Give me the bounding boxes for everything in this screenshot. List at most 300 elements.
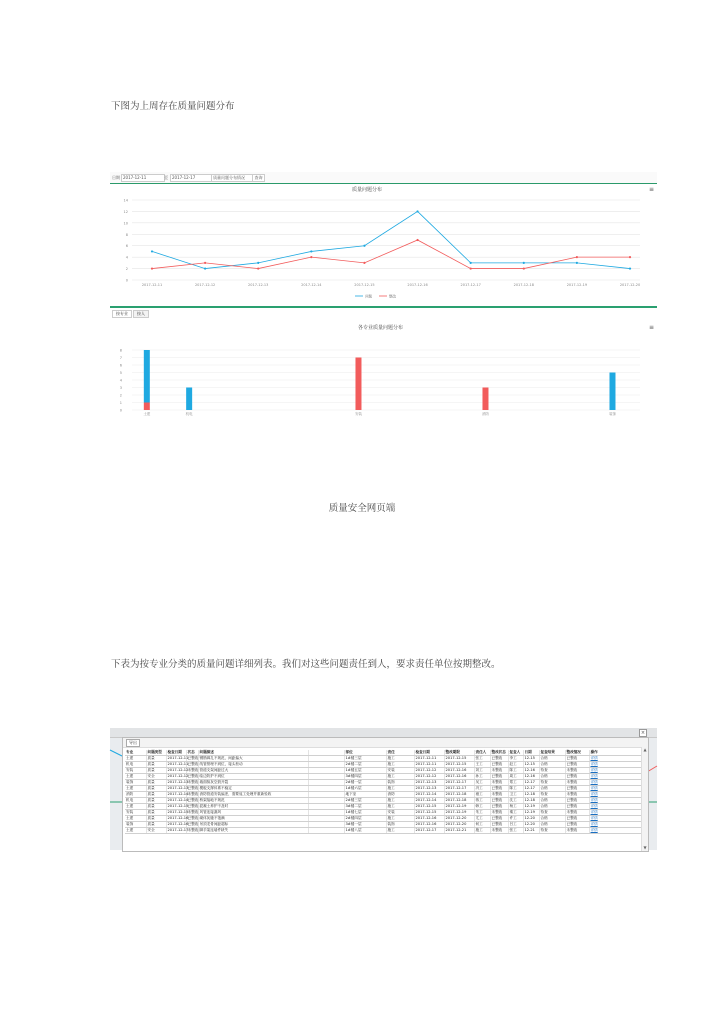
table-cell: 安全: [146, 828, 166, 834]
table-cell: 2017-12-20: [444, 816, 474, 822]
table-cell: 已整改: [490, 774, 508, 780]
column-header[interactable]: 专业: [125, 750, 146, 756]
table-cell: 2017-12-14: [414, 798, 444, 804]
bar: [144, 350, 150, 403]
table-cell: 2017-12-16: [414, 822, 444, 828]
x-tick-label: 2017-12-18: [513, 283, 534, 287]
table-cell: 2017-12-12: [167, 768, 189, 772]
table-cell: 风管连接漏风: [198, 810, 308, 816]
table-cell: 施工: [386, 774, 414, 780]
y-tick-label: 4: [125, 255, 128, 260]
data-point: [204, 262, 206, 264]
table-cell: 未整改: [490, 828, 508, 834]
bar: [186, 388, 192, 411]
table-cell: 安装: [125, 810, 146, 816]
table-cell: 墙面抹灰空鼓开裂: [198, 780, 308, 786]
table-cell: 已整改: [490, 804, 508, 810]
x-tick-label: 土建: [143, 412, 151, 416]
table-cell: 2#楼三层: [344, 798, 386, 804]
table-cell: [308, 828, 344, 834]
data-point: [257, 262, 259, 264]
table-cell: 装饰: [386, 822, 414, 828]
table-cell: 3#楼四层: [344, 774, 386, 780]
x-tick-label: 2017-12-19: [566, 283, 588, 287]
column-header[interactable]: 责任人: [474, 750, 490, 756]
table-cell: 机电: [125, 762, 146, 768]
table-cell: 杨工: [508, 804, 523, 810]
table-cell: 周工: [508, 774, 523, 780]
bar: [609, 373, 615, 411]
y-tick-label: 2: [119, 393, 122, 398]
table-cell: 装饰: [125, 822, 146, 828]
y-tick-label: 0: [125, 278, 128, 283]
table-cell: 吊顶龙骨间距超标: [198, 822, 308, 828]
line-chart: [110, 192, 657, 307]
data-point: [576, 262, 578, 264]
table-cell: 2017-12-15: [414, 804, 444, 810]
table-cell: 已整改: [187, 822, 199, 826]
table-cell: 质量: [146, 798, 166, 804]
table-cell: 12-20: [523, 822, 539, 828]
table-cell: 已整改: [565, 756, 589, 762]
table-cell: 消防: [386, 792, 414, 798]
table-cell: 脚手架连墙件缺失: [198, 828, 308, 834]
dashboard-screenshot: [110, 172, 657, 420]
table-cell: 已整改: [565, 798, 589, 804]
table-cell: 孙工: [474, 774, 490, 780]
table-cell: 2017-12-15: [167, 804, 189, 808]
table-cell: 2017-12-15: [444, 756, 474, 762]
table-cell: 合格: [539, 774, 565, 780]
table-cell: 1#楼六层: [344, 786, 386, 792]
table-cell: 12-15: [523, 756, 539, 762]
table-cell: 装饰: [386, 780, 414, 786]
table-cell: 朱工: [474, 810, 490, 816]
paragraph-intro-chart: 下图为上周存在质量问题分布: [111, 101, 235, 112]
section-divider: [110, 306, 657, 308]
table-cell: 2017-12-16: [444, 774, 474, 780]
table-cell: 混凝土养护不及时: [198, 804, 308, 810]
issue-list-dialog: [122, 737, 649, 852]
table-cell: 施工: [386, 816, 414, 822]
column-header[interactable]: 检查日期: [414, 750, 444, 756]
y-tick-label: 2: [125, 267, 128, 272]
table-cell: 未整改: [187, 828, 199, 832]
table-cell: 质量: [146, 762, 166, 768]
table-cell: 合格: [539, 804, 565, 810]
y-tick-label: 14: [123, 198, 128, 203]
scroll-down-icon[interactable]: ▼: [643, 845, 647, 850]
table-cell: 施工: [386, 828, 414, 834]
table-cell: 钢筋绑扎不规范，间距偏大: [198, 756, 308, 762]
table-cell: 施工: [386, 804, 414, 810]
table-cell: 已整改: [565, 816, 589, 822]
table-cell: 沈工: [508, 798, 523, 804]
table-cell: 2017-12-19: [444, 810, 474, 816]
tab-by-discipline[interactable]: 按专业: [112, 310, 132, 318]
table-cell: 冯工: [474, 786, 490, 792]
table-cell: 未整改: [490, 810, 508, 816]
table-cell: 已整改: [187, 798, 199, 802]
table-cell: 合格: [539, 798, 565, 804]
table-cell: 12-20: [523, 816, 539, 822]
bar: [144, 403, 150, 411]
table-cell: 2017-12-12: [414, 774, 444, 780]
data-point: [523, 262, 525, 264]
data-point: [151, 250, 153, 252]
table-cell: 模板支撑体系不稳定: [198, 786, 308, 792]
table-cell: 1#楼七层: [344, 810, 386, 816]
x-tick-label: 安装: [354, 412, 362, 416]
y-tick-label: 6: [119, 363, 122, 368]
table-cell: 王工: [474, 762, 490, 768]
table-cell: 2017-12-16: [414, 816, 444, 822]
menu-icon[interactable]: ≡: [649, 324, 655, 331]
y-tick-label: 3: [119, 386, 122, 390]
table-cell: 施工: [386, 756, 414, 762]
row-detail-link[interactable]: 详情: [589, 828, 641, 834]
close-icon[interactable]: ×: [640, 730, 646, 736]
y-tick-label: 8: [125, 232, 128, 237]
table-cell: 3#楼一层: [344, 822, 386, 828]
x-tick-label: 机电: [185, 412, 193, 416]
bar: [482, 388, 488, 411]
table-cell: 已整改: [565, 804, 589, 810]
table-cell: 2017-12-11: [167, 756, 189, 760]
table-cell: 已整改: [187, 756, 199, 760]
export-button[interactable]: 导出: [126, 739, 140, 747]
table-cell: 未整改: [490, 780, 508, 786]
background-chart-left: [110, 742, 122, 850]
data-point: [629, 256, 631, 258]
table-cell: 12-16: [523, 768, 539, 774]
table-cell: 2#楼一层: [344, 780, 386, 786]
table-cell: 2017-12-17: [444, 786, 474, 792]
y-tick-label: 0: [119, 408, 122, 413]
table-cell: 郑工: [508, 780, 523, 786]
data-point: [151, 267, 153, 269]
legend-label: 整改: [389, 294, 396, 299]
table-cell: 质量: [146, 804, 166, 810]
table-cell: 土建: [125, 828, 146, 834]
row-detail-link[interactable]: 详情: [589, 822, 641, 828]
table-cell: 12-15: [523, 762, 539, 768]
row-detail-link[interactable]: 详情: [589, 786, 641, 792]
table-cell: 施工: [386, 798, 414, 804]
column-header[interactable]: 状态: [186, 750, 198, 756]
table-cell: 已整改: [565, 774, 589, 780]
table-cell: 未整改: [187, 792, 199, 796]
table-cell: 未整改: [565, 810, 589, 816]
table-cell: 已整改: [490, 786, 508, 792]
date-from-label: 日期: [112, 175, 120, 180]
table-cell: 桥架接地不规范: [198, 798, 308, 804]
table-cell: 1#楼八层: [344, 828, 386, 834]
bar-chart: [110, 328, 657, 420]
table-cell: 未整改: [187, 768, 199, 772]
table-cell: 韩工: [474, 804, 490, 810]
row-detail-link[interactable]: 详情: [589, 816, 641, 822]
row-detail-link[interactable]: 详情: [589, 792, 641, 798]
vertical-scrollbar[interactable]: [641, 747, 648, 851]
table-cell: 2017-12-11: [414, 756, 444, 762]
table-cell: 2017-12-16: [167, 822, 189, 826]
chart-type-select[interactable]: 质量问题分布情况: [211, 174, 253, 182]
table-cell: 12-19: [523, 804, 539, 810]
x-tick-label: 2017-12-13: [248, 283, 269, 287]
data-point: [363, 262, 365, 264]
y-tick-label: 8: [119, 348, 122, 353]
table-cell: 12-18: [523, 792, 539, 798]
table-cell: 已整改: [187, 774, 199, 778]
table-cell: 已整改: [187, 786, 199, 790]
x-tick-label: 2017-12-20: [619, 283, 641, 287]
column-header[interactable]: 问题描述: [198, 750, 308, 756]
table-cell: 已整改: [187, 762, 199, 766]
table-cell: 陈工: [508, 786, 523, 792]
table-cell: 2017-12-13: [167, 780, 189, 784]
menu-icon[interactable]: ≡: [649, 186, 655, 193]
table-cell: 已整改: [490, 762, 508, 768]
table-cell: 未整改: [565, 828, 589, 834]
date-from-input[interactable]: 2017-12-11: [121, 174, 165, 182]
x-tick-label: 2017-12-12: [194, 283, 216, 287]
x-tick-label: 2017-12-15: [354, 283, 375, 287]
table-cell: 2017-12-14: [167, 792, 189, 796]
table-cell: 已整改: [187, 804, 199, 808]
column-header[interactable]: 检查日期: [166, 750, 186, 756]
table-cell: 未整改: [565, 792, 589, 798]
table-cell: 2017-12-16: [167, 816, 189, 820]
table-cell: 安全: [146, 774, 166, 780]
data-point: [416, 210, 418, 212]
row-detail-link[interactable]: 详情: [589, 768, 641, 774]
column-header[interactable]: 整改状态: [490, 750, 508, 756]
table-cell: 1#楼三层: [344, 756, 386, 762]
table-cell: 2017-12-21: [444, 828, 474, 834]
table-cell: 2017-12-20: [444, 822, 474, 828]
y-tick-label: 5: [119, 371, 122, 375]
table-cell: 未整改: [490, 768, 508, 774]
table-cell: 2017-12-11: [414, 762, 444, 768]
row-detail-link[interactable]: 详情: [589, 804, 641, 810]
data-point: [470, 267, 472, 269]
table-cell: 何工: [474, 822, 490, 828]
row-detail-link[interactable]: 详情: [589, 774, 641, 780]
date-to-label: 至: [164, 175, 168, 180]
table-cell: 12-19: [523, 810, 539, 816]
table-cell: 3#楼二层: [344, 804, 386, 810]
row-detail-link[interactable]: 详情: [589, 798, 641, 804]
chart-tabs: [112, 310, 150, 318]
table-cell: 已整改: [490, 798, 508, 804]
x-tick-label: 2017-12-14: [301, 283, 322, 287]
table-cell: 质量: [146, 786, 166, 792]
table-cell: 未整改: [565, 768, 589, 774]
table-cell: 已整改: [187, 816, 199, 820]
date-to-input[interactable]: 2017-12-17: [170, 174, 212, 182]
table-cell: 2#楼四层: [344, 816, 386, 822]
table-cell: 土建: [125, 756, 146, 762]
table-cell: 待查: [539, 780, 565, 786]
table-cell: 消防管道安装偏差，需要返工处理并重新验收: [198, 792, 308, 798]
data-point: [204, 267, 206, 269]
table-cell: 2017-12-18: [444, 792, 474, 798]
table-cell: 待查: [539, 792, 565, 798]
y-tick-label: 4: [119, 378, 122, 383]
table-cell: 消防: [125, 792, 146, 798]
x-tick-label: 装饰: [608, 412, 616, 416]
table-cell: 2#楼二层: [344, 762, 386, 768]
column-header[interactable]: 整改情况: [565, 750, 589, 756]
table-cell: 管道支架间距过大: [198, 768, 308, 774]
table-cell: 质量: [146, 780, 166, 786]
table-cell: 合格: [539, 756, 565, 762]
table-cell: 安装: [386, 810, 414, 816]
table-cell: 吕工: [508, 822, 523, 828]
table-cell: 2017-12-13: [167, 786, 189, 790]
row-detail-link[interactable]: 详情: [589, 780, 641, 786]
table-cell: 已整改: [490, 822, 508, 828]
scroll-up-icon[interactable]: ▲: [643, 747, 647, 752]
table-cell: 卫工: [508, 792, 523, 798]
table-cell: 装饰: [125, 780, 146, 786]
row-detail-link[interactable]: 详情: [589, 756, 641, 762]
data-point: [310, 256, 312, 258]
y-tick-label: 1: [119, 401, 122, 405]
series-line-2: [152, 240, 630, 269]
y-tick-label: 6: [125, 244, 128, 249]
table-cell: 土建: [125, 804, 146, 810]
x-tick-label: 2017-12-17: [460, 283, 481, 287]
table-cell: 12-17: [523, 786, 539, 792]
table-cell: 2017-12-13: [414, 780, 444, 786]
table-cell: 质量: [146, 756, 166, 762]
table-cell: 蒋工: [474, 798, 490, 804]
table-cell: 未整改: [187, 780, 199, 784]
table-cell: 合格: [539, 786, 565, 792]
column-header[interactable]: 操作: [589, 750, 641, 756]
table-cell: 褚工: [474, 792, 490, 798]
table-cell: 赵工: [508, 762, 523, 768]
bar-chart-title: 各专业质量问题分布: [358, 325, 404, 331]
table-cell: 张工: [508, 828, 523, 834]
table-cell: 已整改: [565, 786, 589, 792]
table-cell: 临边防护不到位: [198, 774, 308, 780]
table-cell: 2017-12-18: [444, 798, 474, 804]
paragraph-intro-table: 下表为按专业分类的质量问题详细列表。我们对这些问题责任到人，要求责任单位按期整改。: [111, 659, 501, 670]
table-cell: 2017-12-15: [414, 810, 444, 816]
table-cell: 未整改: [490, 792, 508, 798]
table-cell: 待查: [539, 768, 565, 774]
data-point: [257, 267, 259, 269]
table-cell: 合格: [539, 762, 565, 768]
table-cell: 2017-12-17: [167, 828, 189, 832]
table-cell: 未整改: [565, 780, 589, 786]
row-detail-link[interactable]: 详情: [589, 762, 641, 768]
figure-caption: 质量安全网页端: [328, 503, 396, 514]
filter-toolbar: [110, 172, 657, 184]
table-cell: 2017-12-11: [167, 762, 189, 766]
column-header[interactable]: 责任: [386, 750, 414, 756]
line-chart-title: 质量问题分布: [352, 187, 383, 193]
table-cell: 吴工: [474, 780, 490, 786]
table-cell: 质量: [146, 768, 166, 774]
y-tick-label: 10: [123, 221, 128, 226]
table-cell: 质量: [146, 810, 166, 816]
table-cell: 李工: [508, 756, 523, 762]
legend-label: 问题: [365, 294, 372, 299]
table-cell: 土建: [125, 816, 146, 822]
table-cell: 砌体灰缝不饱满: [198, 816, 308, 822]
table-cell: 2017-12-19: [444, 804, 474, 810]
column-header[interactable]: 日期: [523, 750, 539, 756]
x-tick-label: 2017-12-11: [141, 283, 163, 287]
table-cell: 已整改: [565, 762, 589, 768]
table-cell: 质量: [146, 816, 166, 822]
data-point: [416, 239, 418, 241]
table-cell: 2017-12-12: [167, 774, 189, 778]
data-point: [363, 245, 365, 247]
table-cell: 2017-12-15: [167, 810, 189, 814]
y-tick-label: 12: [123, 209, 128, 214]
column-header[interactable]: 复查结果: [539, 750, 565, 756]
table-cell: 待查: [539, 810, 565, 816]
table-cell: 2017-12-12: [414, 768, 444, 774]
table-row[interactable]: [125, 828, 641, 834]
table-cell: 许工: [508, 816, 523, 822]
table-cell: 地下室: [344, 792, 386, 798]
table-cell: 张工: [474, 756, 490, 762]
table-cell: 2017-12-14: [414, 792, 444, 798]
row-detail-link[interactable]: 详情: [589, 810, 641, 816]
x-tick-label: 消防: [481, 412, 489, 416]
table-cell: 施工: [386, 762, 414, 768]
table-cell: 已整改: [490, 816, 508, 822]
data-point: [629, 267, 631, 269]
table-cell: 1#楼五层: [344, 768, 386, 774]
table-cell: 合格: [539, 822, 565, 828]
table-cell: 机电: [125, 798, 146, 804]
data-point: [470, 262, 472, 264]
tab-by-person[interactable]: 按人: [133, 310, 149, 318]
table-cell: 12-16: [523, 774, 539, 780]
issue-table: [125, 750, 642, 834]
table-cell: 质量: [146, 792, 166, 798]
table-cell: 土建: [125, 786, 146, 792]
table-cell: 施工: [386, 786, 414, 792]
table-cell: 2017-12-13: [414, 786, 444, 792]
column-header[interactable]: 问题类型: [146, 750, 166, 756]
table-cell: 2017-12-14: [167, 798, 189, 802]
column-header[interactable]: 部位: [344, 750, 386, 756]
column-header[interactable]: 整改期限: [444, 750, 474, 756]
x-tick-label: 2017-12-16: [407, 283, 428, 287]
data-point: [523, 267, 525, 269]
table-cell: 安装: [125, 768, 146, 774]
table-cell: 2017-12-16: [444, 768, 474, 774]
query-button[interactable]: 查询: [252, 174, 265, 182]
table-screenshot: [110, 728, 657, 850]
table-cell: 合格: [539, 816, 565, 822]
table-cell: 线管预埋不到位，接头松动: [198, 762, 308, 768]
table-cell: 陈工: [508, 768, 523, 774]
table-cell: 尤工: [474, 816, 490, 822]
table-cell: 刘工: [474, 768, 490, 774]
table-cell: 2017-12-15: [444, 762, 474, 768]
table-cell: 2017-12-17: [444, 780, 474, 786]
column-header[interactable]: 复查人: [508, 750, 523, 756]
